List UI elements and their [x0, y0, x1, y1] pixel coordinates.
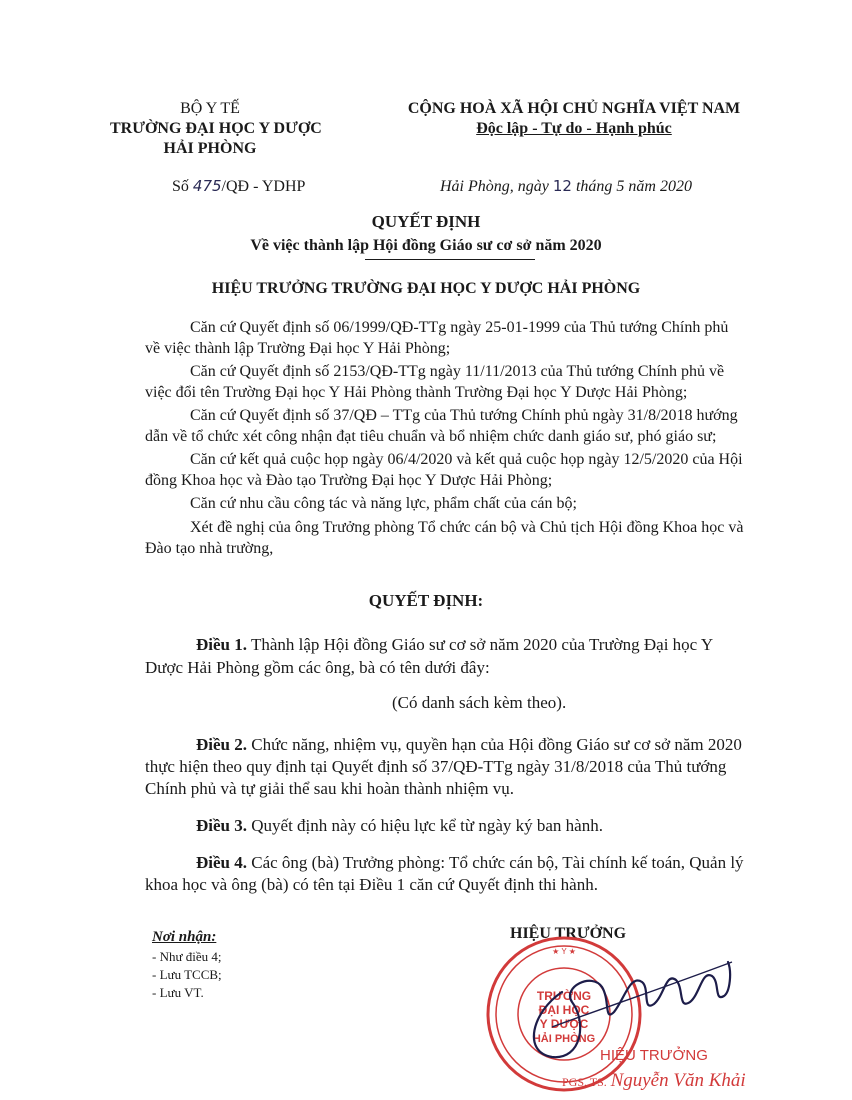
article-2-line3: Chính phủ và tự giải thể sau khi hoàn thành nhiệm vụ.	[145, 779, 514, 798]
signature-title: HIỆU TRƯỞNG	[510, 925, 627, 942]
issue-date-suffix: tháng 5 năm 2020	[575, 178, 692, 195]
stamp-line: Y DƯỢC	[539, 1017, 589, 1031]
article-2-text: Chức năng, nhiệm vụ, quyền hạn của Hội đồng Giáo sư cơ sở năm 2020	[251, 735, 742, 754]
stamp-line: HẢI PHÒNG	[532, 1033, 596, 1045]
ministry-name: BỘ Y TẾ	[180, 100, 240, 117]
decision-heading: QUYẾT ĐỊNH:	[368, 591, 484, 610]
article-4-line1	[196, 852, 744, 873]
article-1-line2: Dược Hải Phòng gồm các ông, bà có tên dưới đây:	[145, 658, 490, 677]
article-2-line2: thực hiện theo quy định tại Quyết định số 37/QĐ-TTg ngày 31/8/2018 của Thủ tướng	[145, 757, 727, 776]
article-1-line1	[196, 634, 713, 655]
issue-date-day-handwritten: 12	[552, 177, 572, 195]
basis-3-line2: dẫn về tổ chức xét công nhận đạt tiêu chuẩn và bổ nhiệm chức danh giáo sư, phó giáo sư;	[145, 428, 717, 445]
stamp-line: ĐẠI HỌC	[538, 1003, 590, 1017]
article-1-text: Thành lập Hội đồng Giáo sư cơ sở năm 2020 của Trường Đại học Y	[250, 635, 714, 654]
article-2-label: Điều 2.	[196, 735, 247, 754]
article-1-label: Điều 1.	[196, 635, 247, 654]
recipient-item: - Như điều 4;	[152, 949, 222, 964]
article-4-line2: khoa học và ông (bà) có tên tại Điều 1 căn cứ Quyết định thi hành.	[145, 875, 598, 894]
signer-name	[562, 1070, 746, 1092]
decision-number-handwritten: 475	[192, 177, 222, 195]
handwritten-signature	[492, 932, 742, 1062]
stamp-title: HIỆU TRƯỞNG	[600, 1047, 708, 1064]
recipients-heading: Nơi nhận:	[152, 929, 217, 945]
school-name-line1: TRƯỜNG ĐẠI HỌC Y DƯỢC	[110, 120, 322, 137]
basis-4-line1: Căn cứ kết quả cuộc họp ngày 06/4/2020 và kết quả cuộc họp ngày 12/5/2020 của Hội	[190, 451, 743, 468]
decision-subject: Về việc thành lập Hội đồng Giáo sư cơ sở năm 2020	[250, 237, 602, 254]
basis-3-line1: Căn cứ Quyết định số 37/QĐ – TTg của Thủ tướng Chính phủ ngày 31/8/2018 hướng	[190, 407, 738, 424]
basis-1-line1: Căn cứ Quyết định số 06/1999/QĐ-TTg ngày 25-01-1999 của Thủ tướng Chính phủ	[190, 319, 729, 336]
article-1-note: (Có danh sách kèm theo).	[392, 693, 567, 712]
basis-1-line2: về việc thành lập Trường Đại học Y Hải Phòng;	[145, 340, 451, 357]
decision-number	[172, 177, 305, 196]
decision-number-prefix: Số	[172, 178, 189, 195]
national-motto: Độc lập - Tự do - Hạnh phúc	[476, 120, 672, 137]
republic-name: CỘNG HOÀ XÃ HỘI CHỦ NGHĨA VIỆT NAM	[407, 100, 741, 117]
issue-date-prefix: Hải Phòng, ngày	[440, 178, 549, 195]
basis-5: Căn cứ nhu cầu công tác và năng lực, phẩm chất của cán bộ;	[190, 495, 577, 512]
article-4-text: Các ông (bà) Trưởng phòng: Tổ chức cán bộ, Tài chính kế toán, Quản lý	[251, 853, 744, 872]
issue-date	[440, 177, 692, 196]
recipient-item: - Lưu TCCB;	[152, 967, 222, 982]
signer-prefix: PGS. TS.	[562, 1075, 607, 1089]
article-3-text: Quyết định này có hiệu lực kể từ ngày ký ban hành.	[251, 816, 603, 835]
article-4-label: Điều 4.	[196, 853, 247, 872]
basis-2-line2: việc đổi tên Trường Đại học Y Hải Phòng thành Trường Đại học Y Dược Hải Phòng;	[145, 384, 688, 401]
issuing-authority: HIỆU TRƯỞNG TRƯỜNG ĐẠI HỌC Y DƯỢC HẢI PHÒNG	[211, 280, 641, 297]
article-3-label: Điều 3.	[196, 816, 247, 835]
recipient-item: - Lưu VT.	[152, 985, 204, 1000]
signer-full-name: Nguyễn Văn Khải	[610, 1070, 746, 1091]
article-3-line1	[196, 815, 603, 836]
decision-title: QUYẾT ĐỊNH	[371, 212, 481, 231]
basis-4-line2: đồng Khoa học và Đào tạo Trường Đại học Y Dược Hải Phòng;	[145, 472, 553, 489]
basis-6-line1: Xét đề nghị của ông Trưởng phòng Tổ chức cán bộ và Chủ tịch Hội đồng Khoa học và	[190, 519, 744, 536]
article-2-line1	[196, 734, 742, 755]
school-name-line2: HẢI PHÒNG	[163, 140, 257, 157]
subject-underline	[365, 259, 535, 260]
basis-2-line1: Căn cứ Quyết định số 2153/QĐ-TTg ngày 11/11/2013 của Thủ tướng Chính phủ về	[190, 363, 725, 380]
basis-6-line2: Đào tạo nhà trường,	[145, 540, 274, 557]
decision-number-suffix: /QĐ - YDHP	[221, 178, 306, 195]
svg-text:★ Y ★: ★ Y ★	[552, 947, 576, 956]
stamp-line: TRƯỜNG	[536, 989, 592, 1003]
